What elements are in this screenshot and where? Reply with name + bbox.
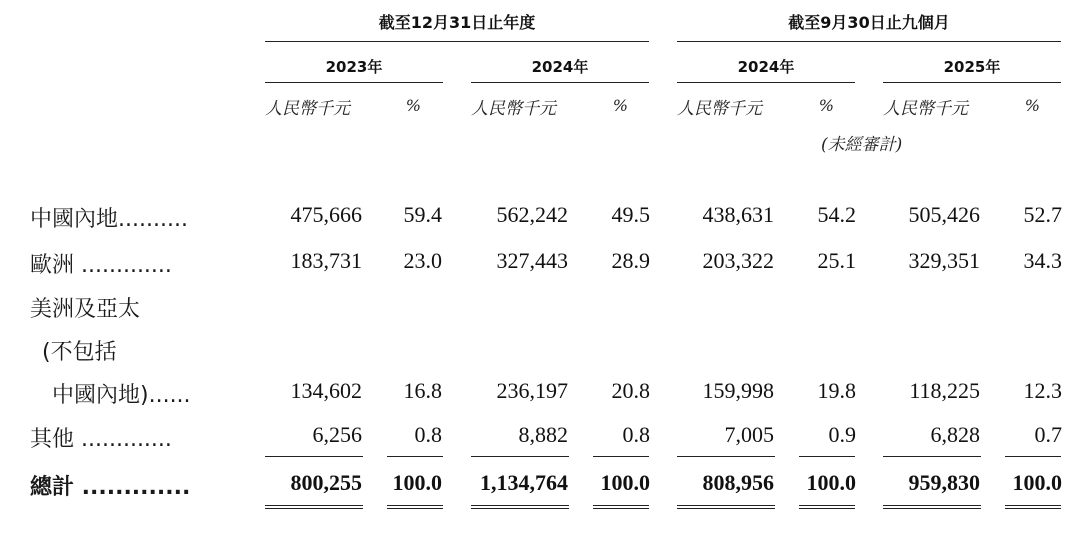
cell-value: 6,256	[312, 422, 362, 447]
subtotal-rule	[471, 456, 569, 457]
row-label-total: 總計 .............	[30, 475, 191, 500]
year-header-2025-9m: 2025年	[943, 58, 1001, 76]
cell-value-total: 100.0	[392, 470, 442, 495]
row-label-mainland: 中國內地..........	[30, 207, 188, 232]
subtotal-rule	[1005, 456, 1061, 457]
total-double-rule	[883, 505, 981, 509]
cell-value: 6,828	[930, 422, 980, 447]
total-double-rule	[471, 505, 569, 509]
cell-value: 34.3	[1023, 248, 1062, 273]
total-double-rule	[387, 505, 443, 509]
cell-value: 438,631	[702, 202, 774, 227]
cell-value-total: 100.0	[1012, 470, 1062, 495]
header-group-nine-months-rule	[677, 41, 1061, 42]
cell-value: 505,426	[908, 202, 980, 227]
cell-value: 329,351	[908, 248, 980, 273]
year-header-2024-9m: 2024年	[737, 58, 795, 76]
unit-rmb-1: 人民幣千元	[265, 99, 350, 119]
cell-value: 134,602	[290, 378, 362, 403]
year-header-2023: 2023年	[325, 58, 383, 76]
cell-value-total: 1,134,764	[480, 470, 568, 495]
year-rule-2024-fy	[471, 82, 649, 83]
row-label-americas-apac-line3: 中國內地)......	[52, 383, 191, 408]
unaudited-note: (未經審計)	[821, 135, 903, 155]
year-rule-2023	[265, 82, 443, 83]
row-label-europe: 歐洲 .............	[30, 253, 172, 278]
year-rule-2024-9m	[677, 82, 855, 83]
total-double-rule	[593, 505, 649, 509]
year-rule-2025-9m	[883, 82, 1061, 83]
cell-value: 0.7	[1034, 422, 1062, 447]
cell-value: 7,005	[724, 422, 774, 447]
unit-pct-1: %	[405, 96, 421, 115]
header-group-full-year-rule	[265, 41, 649, 42]
cell-value-total: 800,255	[290, 470, 362, 495]
cell-value: 236,197	[496, 378, 568, 403]
header-group-full-year: 截至12月31日止年度	[378, 13, 536, 32]
unit-pct-4: %	[1024, 96, 1040, 115]
cell-value-total: 959,830	[908, 470, 980, 495]
subtotal-rule	[883, 456, 981, 457]
cell-value: 0.9	[828, 422, 856, 447]
year-header-2024-fy: 2024年	[531, 58, 589, 76]
unit-pct-2: %	[612, 96, 628, 115]
cell-value: 203,322	[702, 248, 774, 273]
unit-pct-3: %	[818, 96, 834, 115]
cell-value: 23.0	[403, 248, 442, 273]
cell-value-total: 100.0	[806, 470, 856, 495]
row-label-others: 其他 .............	[30, 427, 172, 452]
subtotal-rule	[677, 456, 775, 457]
row-label-americas-apac-line1: 美洲及亞太	[30, 297, 141, 322]
cell-value: 327,443	[496, 248, 568, 273]
cell-value: 183,731	[290, 248, 362, 273]
cell-value: 12.3	[1023, 378, 1062, 403]
cell-value: 0.8	[622, 422, 650, 447]
cell-value-total: 100.0	[600, 470, 650, 495]
subtotal-rule	[265, 456, 363, 457]
cell-value: 49.5	[611, 202, 650, 227]
cell-value: 20.8	[611, 378, 650, 403]
unit-rmb-3: 人民幣千元	[677, 99, 762, 119]
cell-value: 562,242	[496, 202, 568, 227]
total-double-rule	[799, 505, 855, 509]
subtotal-rule	[593, 456, 649, 457]
unit-rmb-4: 人民幣千元	[883, 99, 968, 119]
cell-value: 8,882	[518, 422, 568, 447]
total-double-rule	[677, 505, 775, 509]
cell-value: 52.7	[1023, 202, 1062, 227]
subtotal-rule	[799, 456, 855, 457]
total-double-rule	[1005, 505, 1061, 509]
cell-value: 28.9	[611, 248, 650, 273]
cell-value: 59.4	[403, 202, 442, 227]
header-group-nine-months: 截至9月30日止九個月	[788, 13, 950, 32]
cell-value: 0.8	[414, 422, 442, 447]
cell-value: 19.8	[817, 378, 856, 403]
cell-value: 118,225	[909, 378, 980, 403]
cell-value: 54.2	[817, 202, 856, 227]
total-double-rule	[265, 505, 363, 509]
cell-value: 25.1	[817, 248, 856, 273]
unit-rmb-2: 人民幣千元	[471, 99, 556, 119]
cell-value: 16.8	[403, 378, 442, 403]
cell-value: 159,998	[702, 378, 774, 403]
row-label-americas-apac-line2: (不包括	[42, 340, 117, 365]
subtotal-rule	[387, 456, 443, 457]
cell-value-total: 808,956	[702, 470, 774, 495]
cell-value: 475,666	[290, 202, 362, 227]
